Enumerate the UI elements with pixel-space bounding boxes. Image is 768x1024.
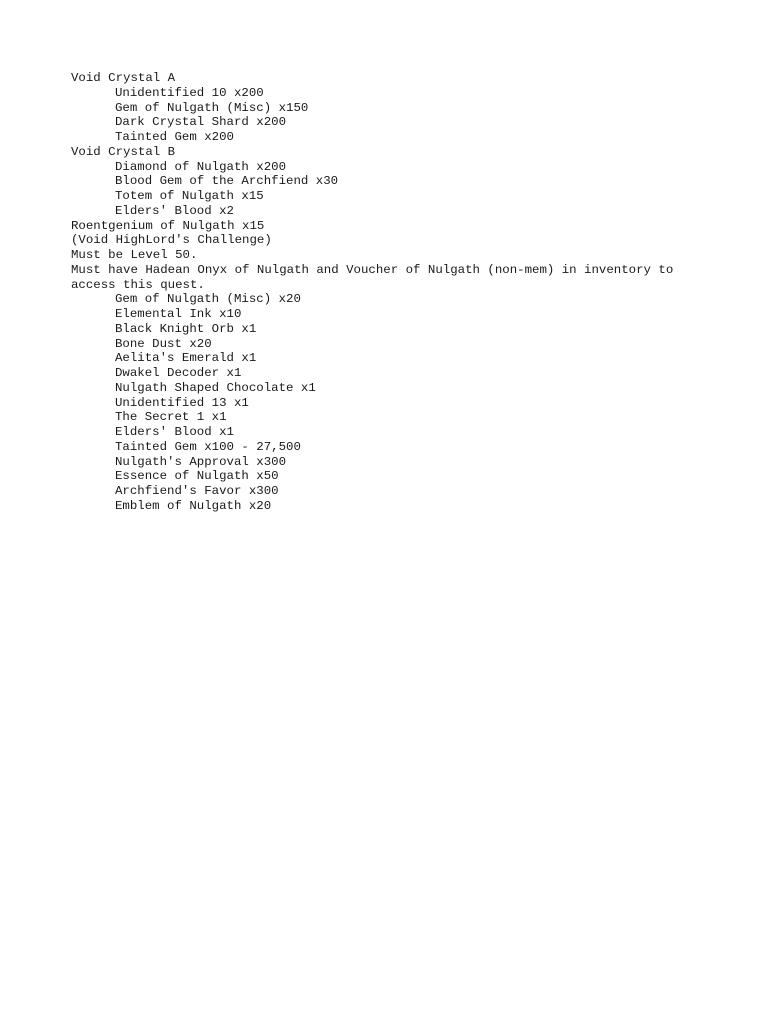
list-item: Diamond of Nulgath x200 bbox=[115, 159, 287, 174]
document-body bbox=[71, 71, 711, 514]
list-item: Gem of Nulgath (Misc) x150 bbox=[115, 100, 309, 115]
list-item: Tainted Gem x100 - 27,500 bbox=[115, 439, 301, 454]
section-heading-roentgenium: Roentgenium of Nulgath x15 bbox=[71, 218, 265, 233]
list-item: Archfiend's Favor x300 bbox=[115, 484, 279, 498]
list-item: Tainted Gem x200 bbox=[115, 130, 234, 144]
list-item: Dwakel Decoder x1 bbox=[115, 366, 242, 380]
list-item: Nulgath Shaped Chocolate x1 bbox=[115, 380, 316, 395]
list-item: The Secret 1 x1 bbox=[115, 410, 227, 425]
list-item: Totem of Nulgath x15 bbox=[115, 189, 264, 203]
list-item: Gem of Nulgath (Misc) x20 bbox=[115, 292, 301, 307]
list-item: Bone Dust x20 bbox=[115, 336, 212, 351]
list-item: Essence of Nulgath x50 bbox=[115, 469, 279, 484]
inventory-requirement-continued: access this quest. bbox=[71, 277, 205, 292]
list-item: Elemental Ink x10 bbox=[115, 307, 242, 321]
list-item: Dark Crystal Shard x200 bbox=[115, 115, 287, 130]
list-item: Emblem of Nulgath x20 bbox=[115, 498, 272, 513]
list-item: Unidentified 13 x1 bbox=[115, 395, 249, 410]
list-item: Unidentified 10 x200 bbox=[115, 85, 264, 100]
list-item: Elders' Blood x1 bbox=[115, 425, 234, 439]
section-heading-void-crystal-b: Void Crystal B bbox=[71, 144, 176, 159]
list-item: Aelita's Emerald x1 bbox=[115, 351, 257, 366]
quest-name: (Void HighLord's Challenge) bbox=[71, 233, 272, 248]
list-item: Black Knight Orb x1 bbox=[115, 321, 257, 336]
level-requirement: Must be Level 50. bbox=[71, 248, 198, 262]
list-item: Blood Gem of the Archfiend x30 bbox=[115, 174, 339, 189]
list-item: Nulgath's Approval x300 bbox=[115, 454, 287, 469]
list-item: Elders' Blood x2 bbox=[115, 203, 234, 218]
section-heading-void-crystal-a: Void Crystal A bbox=[71, 71, 176, 85]
inventory-requirement: Must have Hadean Onyx of Nulgath and Voucher of Nulgath (non-mem) in inventory to bbox=[71, 262, 674, 277]
